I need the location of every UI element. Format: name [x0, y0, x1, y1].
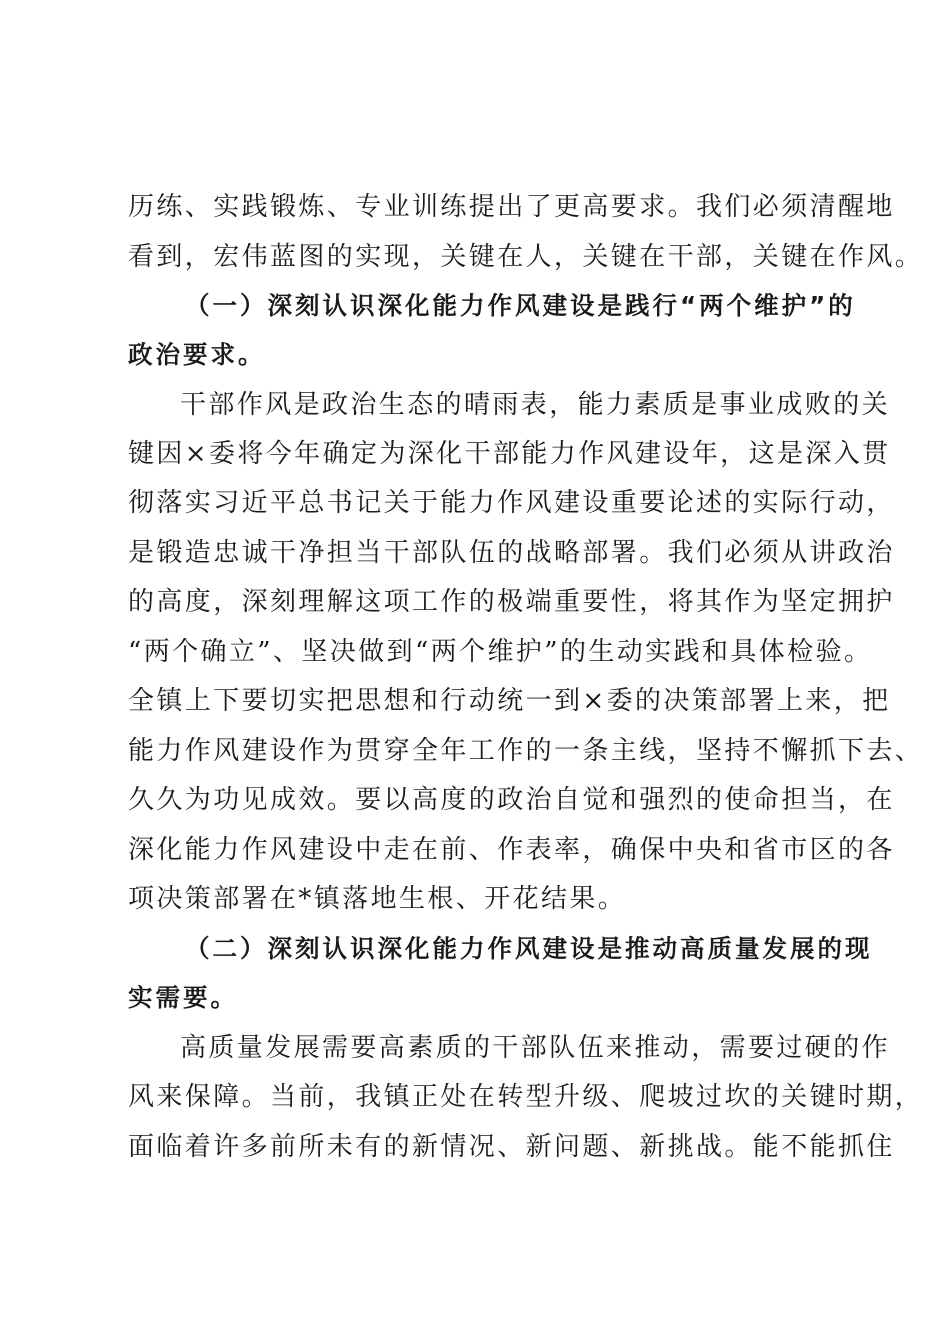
body-text-line: 彻落实习近平总书记关于能力作风建设重要论述的实际行动， — [128, 488, 895, 518]
section-heading-line: 实需要。 — [128, 983, 238, 1012]
body-text-line: “两个确立”、坚决做到“两个维护”的生动实践和具体检验。 — [128, 637, 873, 667]
body-text-line: 深化能力作风建设中走在前、作表率，确保中央和省市区的各 — [128, 835, 895, 865]
body-text-line: 键因×委将今年确定为深化干部能力作风建设年，这是深入贯 — [128, 439, 891, 469]
body-text-line: 是锻造忠诚干净担当干部队伍的战略部署。我们必须从讲政治 — [128, 538, 895, 568]
body-text-line: 高质量发展需要高素质的干部队伍来推动，需要过硬的作 — [180, 1033, 891, 1063]
body-text-line: 的高度，深刻理解这项工作的极端重要性，将其作为坚定拥护 — [128, 587, 895, 617]
body-text-line: 能力作风建设作为贯穿全年工作的一条主线，坚持不懈抓下去、 — [128, 736, 924, 766]
body-text-line: 历练、实践锻炼、专业训练提出了更高要求。我们必须清醒地 — [128, 192, 895, 222]
body-text-line: 全镇上下要切实把思想和行动统一到×委的决策部署上来，把 — [128, 686, 891, 716]
body-text-line: 项决策部署在*镇落地生根、开花结果。 — [128, 884, 627, 914]
section-heading-line: （一）深刻认识深化能力作风建设是践行“两个维护”的 — [185, 291, 856, 320]
body-text-line: 风来保障。当前，我镇正处在转型升级、爬坡过坎的关键时期， — [128, 1082, 924, 1112]
section-heading-line: （二）深刻认识深化能力作风建设是推动高质量发展的现 — [185, 934, 873, 963]
body-text-line: 久久为功见成效。要以高度的政治自觉和强烈的使命担当，在 — [128, 785, 895, 815]
section-heading-line: 政治要求。 — [128, 340, 266, 369]
body-text-line: 面临着许多前所未有的新情况、新问题、新挑战。能不能抓住 — [128, 1132, 895, 1162]
body-text-line: 看到，宏伟蓝图的实现，关键在人，关键在干部，关键在作风。 — [128, 242, 924, 272]
body-text-line: 干部作风是政治生态的晴雨表，能力素质是事业成败的关 — [180, 390, 891, 420]
